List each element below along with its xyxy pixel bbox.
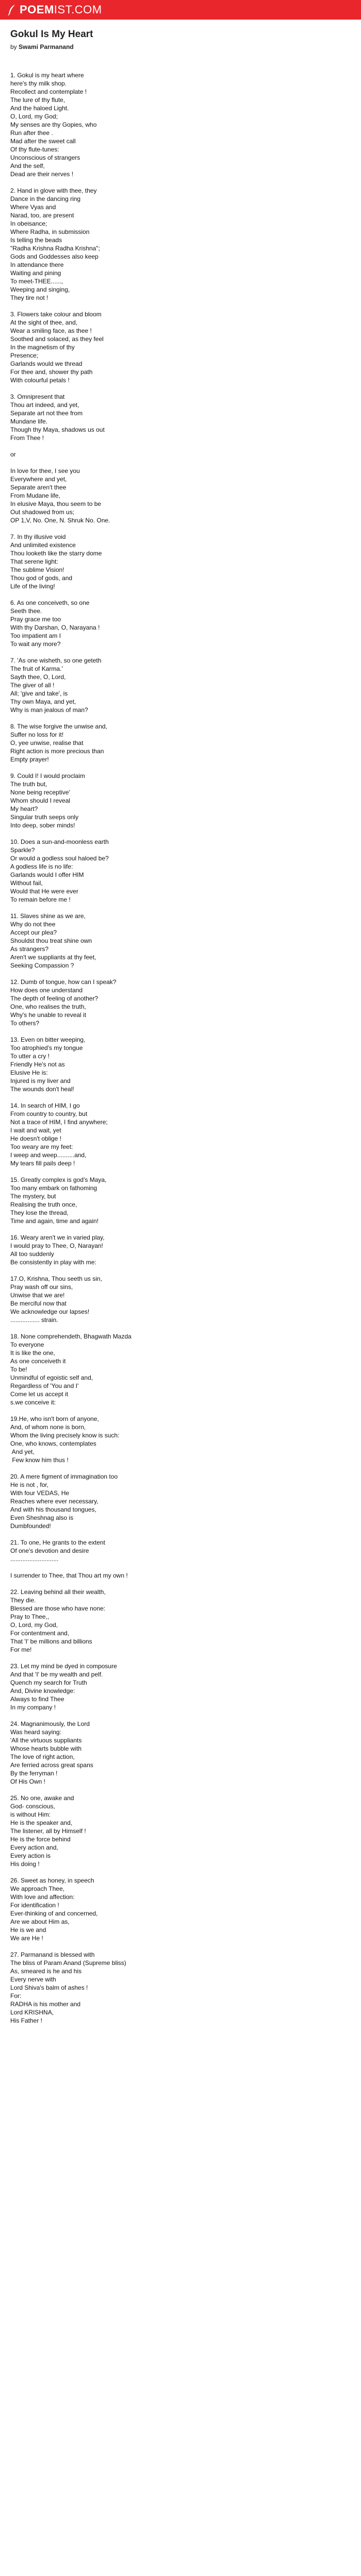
poem-line: Few know him thus !: [10, 1456, 69, 1464]
poem-line: Too atrophied's my tongue: [10, 1044, 83, 1052]
poem-line: Ever-thinking of and concerned,: [10, 1910, 98, 1917]
poem-content: [10, 29, 351, 2033]
poem-line: With love and affection:: [10, 1893, 75, 1901]
poem-line: Every nerve with: [10, 1976, 56, 1983]
poem-line: 21. To one, He grants to the extent: [10, 1539, 105, 1546]
poem-stanza: [10, 187, 351, 302]
poem-line: 20. A mere figment of immagination too: [10, 1473, 118, 1480]
poem-line: Realising the truth once,: [10, 1201, 77, 1208]
poem-line: All; 'give and take', is: [10, 690, 68, 697]
poem-line: or: [10, 451, 16, 458]
poem-line: The lure of thy flute,: [10, 96, 65, 104]
poem-line: 17.O, Krishna, Thou seeth us sin,: [10, 1275, 102, 1282]
poem-line: For:: [10, 1992, 22, 1999]
poem-line: His Father !: [10, 2017, 43, 2024]
poem-line: To remain before me !: [10, 896, 71, 903]
poem-line: s.we conceive it:: [10, 1399, 56, 1406]
poem-line: Wear a smiling face, as thee !: [10, 327, 92, 334]
poem-stanza: [10, 1233, 351, 1266]
poem-line: Where Vyas and: [10, 204, 56, 211]
top-bar: [0, 0, 361, 20]
poem-line: With thy Darshan, O, Narayana !: [10, 624, 100, 631]
poem-line: Singular truth seeps only: [10, 814, 79, 821]
poem-line: Too weary are my feet:: [10, 1143, 73, 1150]
poem-line: Whom should I reveal: [10, 797, 71, 804]
poem-line: Dead are their nerves !: [10, 171, 74, 178]
poem-stanza: [10, 1472, 351, 1530]
poem-line: Garlands would we thread: [10, 360, 83, 367]
poem-stanza: [10, 656, 351, 714]
poem-line: Life of the living!: [10, 583, 55, 590]
poem-stanza: [10, 393, 351, 442]
poem-line: And unlimited existence: [10, 541, 76, 549]
poem-stanza: [10, 1538, 351, 1563]
poem-line: And, of whom none is born,: [10, 1423, 86, 1431]
poem-line: The depth of feeling of another?: [10, 995, 99, 1002]
poem-line: Sayth thee, O, Lord,: [10, 673, 66, 681]
poem-stanza: [10, 772, 351, 829]
poem-line: Soothed and solaced, as they feel: [10, 335, 104, 343]
poem-line: They lose the thread,: [10, 1209, 69, 1216]
poem-line: His doing !: [10, 1860, 40, 1868]
poem-line: He is the force behind: [10, 1836, 71, 1843]
poem-line: Of thy flute-tunes:: [10, 146, 59, 153]
poem-line: ............................: [10, 1555, 59, 1563]
poem-line: And that 'I' be my wealth and pelf.: [10, 1671, 103, 1678]
logo-thin: IST.COM: [54, 3, 102, 16]
poem-line: O, Lord, my God,: [10, 1621, 58, 1629]
poem-stanza: [10, 1036, 351, 1093]
poem-line: 22. Leaving behind all their wealth,: [10, 1588, 106, 1596]
poem-line: Are we about Him as,: [10, 1918, 70, 1925]
poem-line: Right action is more precious than: [10, 748, 104, 755]
poem-line: Friendly He's not as: [10, 1061, 65, 1068]
poem-line: Blessed are those who have none:: [10, 1605, 106, 1612]
poem-line: Lord Shiva's balm of ashes !: [10, 1984, 88, 1991]
poem-stanza: [10, 1176, 351, 1225]
poem-line: Why's he unable to reveal it: [10, 1011, 87, 1019]
poem-stanza: [10, 450, 351, 459]
poem-stanza: [10, 1951, 351, 2025]
poem-line: That serene light:: [10, 558, 58, 565]
poem-line: I weep and weep..........and,: [10, 1151, 87, 1159]
poemist-logo[interactable]: [7, 4, 102, 16]
poem-line: 26. Sweet as honey, in speech: [10, 1877, 94, 1884]
poem-line: From Mudane life,: [10, 492, 60, 499]
poem-line: Shouldst thou treat shine own: [10, 937, 92, 944]
poem-line: 23. Let my mind be dyed in composure: [10, 1663, 117, 1670]
poem-line: Garlands would I offer HIM: [10, 871, 84, 878]
logo-text: [20, 3, 102, 16]
poem-line: They die.: [10, 1597, 36, 1604]
poem-stanza: [10, 71, 351, 178]
poem-stanza: [10, 1720, 351, 1786]
poem-line: Unwise that we are!: [10, 1292, 65, 1299]
poem-line: To wait any more?: [10, 640, 61, 648]
poem-line: I surrender to Thee, that Thou art my own !: [10, 1572, 128, 1579]
poem-line: 3. Omnipresent that: [10, 393, 65, 400]
poem-line: 15. Greatly complex is god's Maya,: [10, 1176, 107, 1183]
poem-line: 18. None comprehendeth, Bhagwath Mazda: [10, 1333, 132, 1340]
poem-line: O, Lord, my God;: [10, 113, 58, 120]
poem-line: None being receptive': [10, 789, 70, 796]
poem-line: With four VEDAS, He: [10, 1489, 70, 1497]
poem-line: Regardless of 'You and I': [10, 1382, 79, 1389]
byline: [10, 43, 351, 50]
poem-line: 6. As one conceiveth, so one: [10, 599, 90, 606]
poem-stanza: [10, 912, 351, 970]
poem-line: To everyone: [10, 1341, 44, 1348]
poem-line: And with his thousand tongues,: [10, 1506, 96, 1513]
poem-stanza: [10, 1876, 351, 1942]
poem-line: The sublime Vision!: [10, 566, 64, 573]
poem-line: In my company !: [10, 1704, 56, 1711]
poem-line: Are ferried across great spans: [10, 1761, 93, 1769]
poem-line: Dumbfounded!: [10, 1522, 51, 1530]
poem-line: Thy own Maya, and yet,: [10, 698, 76, 705]
poem-line: 3. Flowers take colour and bloom: [10, 311, 102, 318]
poem-line: They tire not !: [10, 294, 48, 301]
poem-line: We acknowledge our lapses!: [10, 1308, 90, 1315]
poem-line: Too many embark on fathoming: [10, 1184, 97, 1192]
poem-line: OP 1,V, No. One, N. Shruk No. One.: [10, 517, 110, 524]
poem-line: Not a trace of HIM, I find anywhere;: [10, 1118, 108, 1126]
poem-line: Weeping and singing,: [10, 286, 70, 293]
poem-line: Separate aren't thee: [10, 484, 67, 491]
poem-line: Unconscious of strangers: [10, 154, 80, 161]
poem-line: He is the speaker and,: [10, 1819, 73, 1826]
poem-stanza: [10, 1662, 351, 1711]
poem-line: Be consistently in play with me:: [10, 1259, 96, 1266]
poem-line: Would that He were ever: [10, 888, 78, 895]
poem-line: He is not , for,: [10, 1481, 49, 1488]
poem-line: A godless life is no life:: [10, 863, 73, 870]
poem-line: Mundane life.: [10, 418, 48, 425]
poem-line: Without fail,: [10, 879, 43, 887]
poem-line: And the self,: [10, 162, 45, 170]
poem-line: Gods and Goddesses also keep: [10, 253, 99, 260]
poem-line: Elusive He is:: [10, 1069, 48, 1076]
poem-line: 10. Does a sun-and-moonless earth: [10, 838, 109, 845]
poem-line: To others?: [10, 1020, 40, 1027]
poem-line: Always to find Thee: [10, 1696, 64, 1703]
poem-line: Every action and,: [10, 1844, 58, 1851]
poem-line: Time and again, time and again!: [10, 1217, 99, 1225]
poem-line: Pray to Thee,,: [10, 1613, 50, 1620]
quill-icon: [7, 4, 17, 15]
poem-line: My senses are thy Gopies, who: [10, 121, 97, 128]
poem-title: Gokul Is My Heart: [10, 29, 93, 40]
poem-line: Suffer no loss for it!: [10, 731, 64, 738]
poem-line: The wounds don't heal!: [10, 1086, 74, 1093]
poem-line: He is we and: [10, 1926, 46, 1934]
poem-line: God- conscious,: [10, 1803, 55, 1810]
poem-line: Thou looketh like the starry dome: [10, 550, 102, 557]
poem-line: From Thee !: [10, 434, 44, 442]
poem-stanza: [10, 467, 351, 524]
poem-stanza: [10, 533, 351, 590]
poem-line: Come let us accept it: [10, 1391, 69, 1398]
poem-line: 19.He, who isn't born of anyone,: [10, 1415, 99, 1422]
poem-line: And, Divine knowledge:: [10, 1687, 75, 1694]
poem-line: One, who knows, contemplates: [10, 1440, 96, 1447]
poem-line: Waiting and pining: [10, 269, 61, 277]
logo-bold: POEM: [20, 3, 54, 16]
poem-line: We approach Thee,: [10, 1885, 64, 1892]
poem-stanza: [10, 1415, 351, 1464]
poem-line: The mystery, but: [10, 1193, 56, 1200]
poem-line: We are He !: [10, 1935, 43, 1942]
poem-line: Quench my search for Truth: [10, 1679, 87, 1686]
poem-line: The truth but,: [10, 781, 47, 788]
poem-line: Lord KRISHNA,: [10, 2009, 54, 2016]
poem-line: here's thy milk shop.: [10, 80, 67, 87]
poem-line: Empty prayer!: [10, 756, 49, 763]
poem-line: 8. The wise forgive the unwise and,: [10, 723, 107, 730]
poem-line: Seeking Compassion ?: [10, 962, 74, 969]
poem-line: Reaches where ever necessary,: [10, 1498, 99, 1505]
poem-line: Mad after the sweet call: [10, 138, 76, 145]
poem-line: Recollect and contemplate !: [10, 88, 87, 95]
poem-line: The bliss of Param Anand (Supreme bliss): [10, 1959, 126, 1967]
poem-line: Accept our plea?: [10, 929, 57, 936]
poem-line: And yet,: [10, 1448, 35, 1455]
poem-line: In elusive Maya, thou seem to be: [10, 500, 102, 507]
poem-line: I wait and wait, yet: [10, 1127, 61, 1134]
poem-line: Presence;: [10, 352, 39, 359]
poem-line: Into deep, sober minds!: [10, 822, 75, 829]
poem-line: Why is man jealous of man?: [10, 706, 88, 714]
poem-line: Of His Own !: [10, 1778, 46, 1785]
poem-line: 2. Hand in glove with thee, they: [10, 187, 97, 194]
poem-line: From country to country, but: [10, 1110, 88, 1117]
poem-line: 25. No one, awake and: [10, 1794, 74, 1802]
poem-line: Out shadowed from us;: [10, 509, 75, 516]
poem-line: Though thy Maya, shadows us out: [10, 426, 105, 433]
poem-stanza: [10, 1588, 351, 1654]
poem-line: Every action is: [10, 1852, 51, 1859]
poem-line: Pray grace me too: [10, 616, 61, 623]
poem-line: Thou god of gods, and: [10, 574, 73, 582]
poem-line: Or would a godless soul haloed be?: [10, 855, 109, 862]
poem-stanza: [10, 310, 351, 384]
poem-line: 13. Even on bitter weeping,: [10, 1036, 86, 1043]
poem-stanza: [10, 978, 351, 1027]
poem-line: As strangers?: [10, 945, 49, 953]
poem-line: is without Him:: [10, 1811, 51, 1818]
poem-line: To meet-THEE......,: [10, 278, 63, 285]
poem-line: O, yee unwise, realise that: [10, 739, 84, 747]
poem-line: He doesn't oblige !: [10, 1135, 62, 1142]
poem-line: It is like the one,: [10, 1349, 55, 1357]
poem-line: 'All the virtuous suppliants: [10, 1737, 82, 1744]
poem-line: "Radha Krishna Radha Krishna";: [10, 245, 100, 252]
poem-line: By the ferryman !: [10, 1770, 58, 1777]
poem-line: Pray wash off our sins,: [10, 1283, 73, 1291]
poem-line: To be!: [10, 1366, 27, 1373]
poem-line: Narad, too, are present: [10, 212, 74, 219]
poem-stanza: [10, 1794, 351, 1868]
poem-line: 7. In thy illusive void: [10, 533, 66, 540]
poem-stanza: [10, 722, 351, 764]
poem-line: In love for thee, I see you: [10, 467, 80, 474]
poem-stanza: [10, 1571, 351, 1580]
byline-prefix: by: [10, 43, 17, 50]
poem-line: In obeisance;: [10, 220, 47, 227]
poem-line: Aren't we suppliants at thy feet,: [10, 954, 96, 961]
poem-line: Is telling the beads: [10, 236, 62, 244]
poem-line: With colourful petals !: [10, 377, 70, 384]
poem-line: At the sight of thee, and,: [10, 319, 78, 326]
poem-stanza: [10, 1101, 351, 1167]
poem-line: ................. strain.: [10, 1316, 58, 1324]
poem-stanza: [10, 1332, 351, 1406]
poem-line: 1. Gokul is my heart where: [10, 72, 84, 79]
poem-line: And the haloed Light.: [10, 105, 69, 112]
poem-line: Sparkle?: [10, 846, 35, 854]
poem-line: In the magnetism of thy: [10, 344, 75, 351]
poem-line: 11. Slaves shine as we are,: [10, 912, 86, 920]
poem-line: Be merciful now that: [10, 1300, 67, 1307]
poem-line: Separate art not thee from: [10, 410, 83, 417]
poem-line: Too impatient am I: [10, 632, 61, 639]
poem-line: 27. Parmanand is blessed with: [10, 1951, 95, 1958]
poem-line: RADHA is his mother and: [10, 2001, 81, 2008]
poem-body: [10, 71, 351, 2025]
poem-line: To utter a cry !: [10, 1053, 50, 1060]
poem-line: Where Radha, in submission: [10, 228, 90, 235]
poem-line: Whose hearts bubble with: [10, 1745, 82, 1752]
poem-line: Why do not thee: [10, 921, 56, 928]
poem-line: All too suddenly: [10, 1250, 54, 1258]
poem-line: How does one understand: [10, 987, 83, 994]
poem-line: 24. Magnanimously, the Lord: [10, 1720, 90, 1727]
poem-line: As one conceiveth it: [10, 1358, 66, 1365]
poem-line: That 'I' be millions and billions: [10, 1638, 92, 1645]
poem-line: Of one's devotion and desire: [10, 1547, 89, 1554]
poem-line: As, smeared is he and his: [10, 1968, 82, 1975]
poem-line: I would pray to Thee, O, Narayan!: [10, 1242, 103, 1249]
poem-line: For contentment and,: [10, 1630, 70, 1637]
poem-line: One, who realises the truth,: [10, 1003, 86, 1010]
poem-line: 9. Could I! I would proclaim: [10, 772, 85, 779]
poem-line: Thou art indeed, and yet,: [10, 401, 79, 409]
poem-stanza: [10, 1275, 351, 1324]
poem-line: For identification !: [10, 1902, 59, 1909]
poem-line: Was heard saying:: [10, 1728, 61, 1736]
poem-line: The giver of all !: [10, 682, 55, 689]
poem-line: Seeth thee.: [10, 607, 42, 615]
poem-line: The listener, all by Himself !: [10, 1827, 86, 1835]
poem-line: 14. In search of HIM, I go: [10, 1102, 80, 1109]
poem-line: Run after thee .: [10, 129, 53, 137]
poem-line: My heart?: [10, 805, 38, 812]
poem-stanza: [10, 838, 351, 904]
poem-line: My tears fill pails deep !: [10, 1160, 75, 1167]
poem-stanza: [10, 599, 351, 648]
poem-line: Injured is my liver and: [10, 1077, 71, 1084]
poem-line: Everywhere and yet,: [10, 476, 67, 483]
poem-line: 7. 'As one wisheth, so one geteth: [10, 657, 102, 664]
poem-line: 16. Weary aren't we in varied play,: [10, 1234, 105, 1241]
poem-line: In attendance there: [10, 261, 64, 268]
author-link[interactable]: Swami Parmanand: [19, 43, 74, 50]
poem-line: Dance in the dancing ring: [10, 195, 81, 202]
poem-line: The fruit of Karma.': [10, 665, 63, 672]
poem-line: The love of right action,: [10, 1753, 75, 1760]
poem-line: Whom the living precisely know is such:: [10, 1432, 120, 1439]
poem-line: Unmindful of egoistic self and,: [10, 1374, 93, 1381]
poem-line: 12. Dumb of tongue, how can I speak?: [10, 978, 117, 986]
poem-line: Even Sheshnag also is: [10, 1514, 74, 1521]
poem-line: For me!: [10, 1646, 32, 1653]
poem-line: For thee and, shower thy path: [10, 368, 93, 376]
